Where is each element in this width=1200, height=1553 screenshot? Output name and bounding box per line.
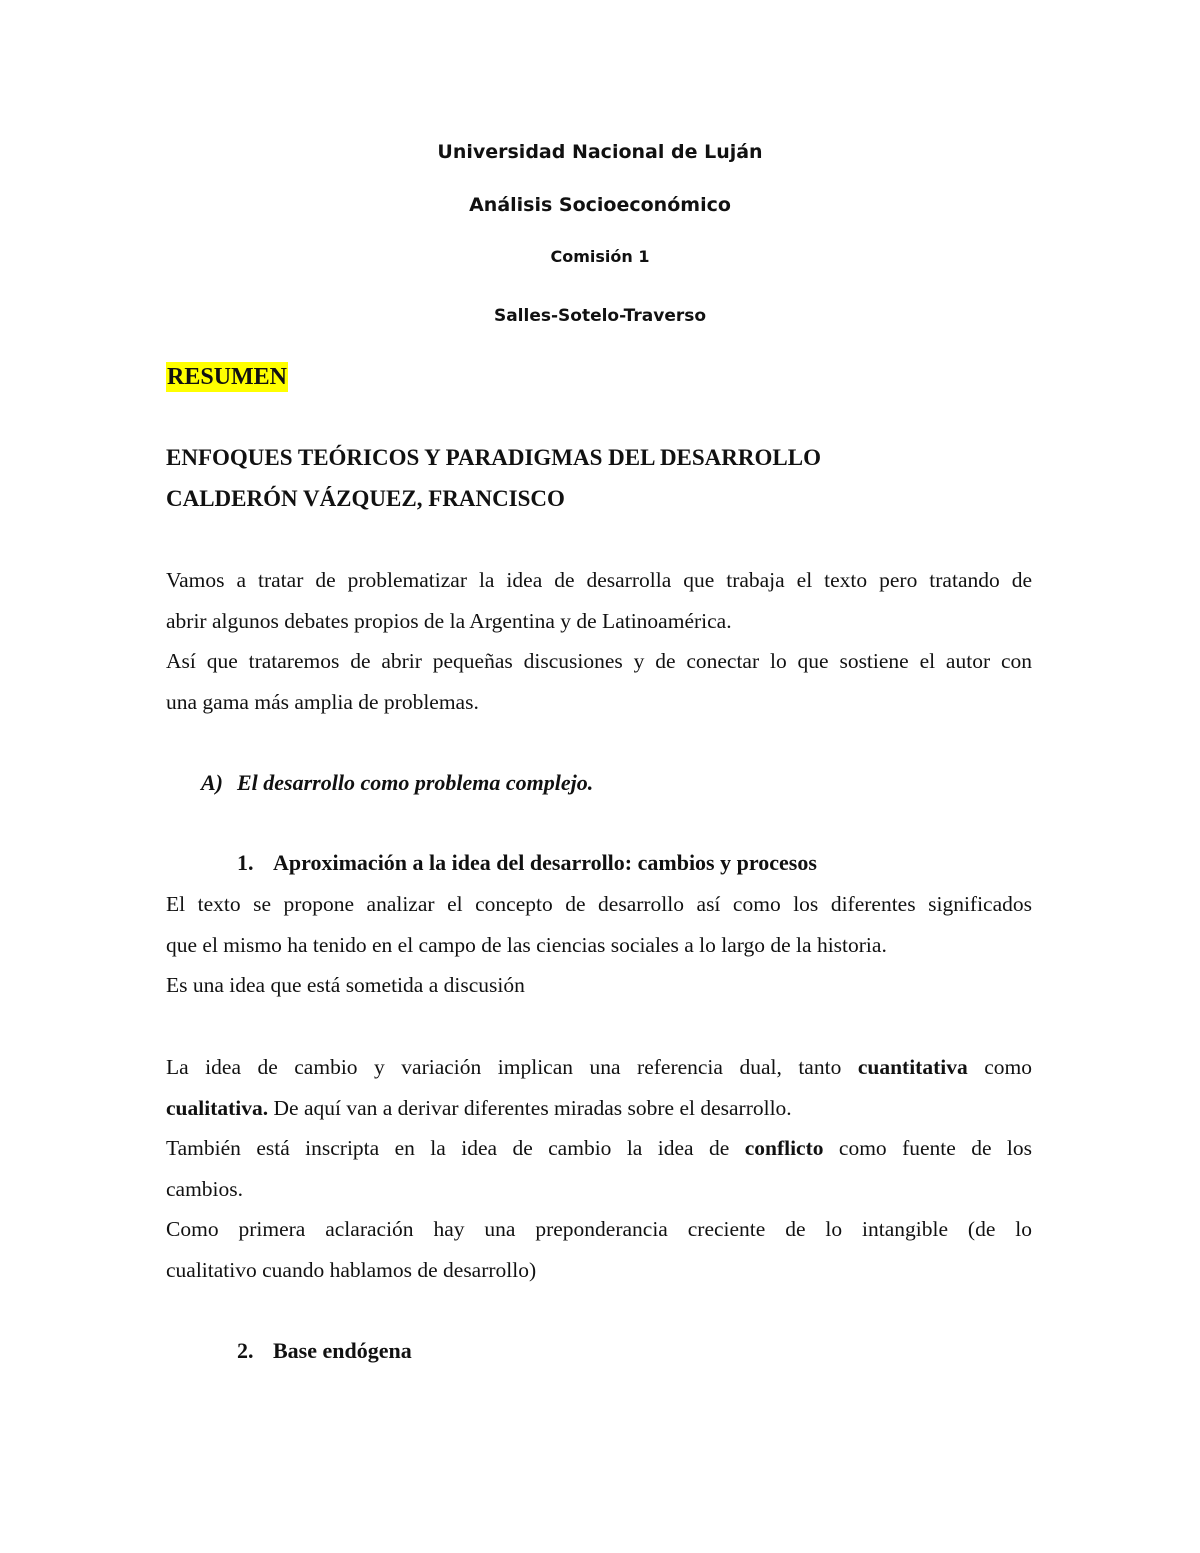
bold-term-cualitativa: cualitativa.: [166, 1095, 269, 1120]
paragraph-line: cualitativo cuando hablamos de desarrollo): [166, 1257, 537, 1282]
subsection-1-number: 1.: [237, 850, 254, 875]
subsection-2-number: 2.: [237, 1338, 254, 1363]
intro-line: una gama más amplia de problemas.: [166, 689, 479, 714]
authors-line: Salles-Sotelo-Traverso: [493, 306, 707, 326]
subsection-1-second-paragraph: [166, 1047, 1032, 1291]
intro-line: Así que trataremos de abrir pequeñas discusiones y de conectar lo que sostiene el autor con: [166, 649, 1032, 674]
document-author: CALDERÓN VÁZQUEZ, FRANCISCO: [166, 486, 565, 511]
subsection-2-title: Base endógena: [273, 1338, 412, 1363]
paragraph-line: Como primera aclaración hay una preponderancia creciente de lo intangible (de lo: [166, 1217, 1032, 1242]
paragraph-line: Es una idea que está sometida a discusión: [166, 973, 525, 998]
bold-term-cuantitativa: cuantitativa: [857, 1055, 968, 1079]
subsection-1-title: Aproximación a la idea del desarrollo: cambios y procesos: [273, 850, 817, 875]
paragraph-line: [166, 1047, 1032, 1088]
subsection-1-paragraph: [166, 884, 1032, 1006]
resumen-heading: RESUMEN: [167, 364, 288, 390]
section-a-heading: [201, 768, 593, 798]
intro-line: abrir algunos debates propios de la Argentina y de Latinoamérica.: [166, 608, 732, 633]
subsection-1-heading: [237, 848, 817, 878]
intro-paragraph: [166, 560, 1032, 722]
course-name: Análisis Socioeconómico: [469, 194, 731, 216]
paragraph-line: cambios.: [166, 1176, 244, 1201]
text-run: De aquí van a derivar diferentes miradas sobre el desarrollo.: [268, 1095, 792, 1120]
paragraph-line: El texto se propone analizar el concepto de desarrollo así como los diferentes significados: [166, 892, 1032, 916]
subsection-2-heading: [237, 1336, 412, 1366]
bold-term-conflicto: conflicto: [744, 1136, 824, 1161]
paragraph-line: [166, 1128, 1032, 1169]
commission-label: Comisión 1: [550, 247, 650, 266]
university-name: Universidad Nacional de Luján: [437, 141, 763, 163]
intro-line: Vamos a tratar de problematizar la idea de desarrolla que trabaja el texto pero tratando de: [166, 568, 1032, 592]
document-title: ENFOQUES TEÓRICOS Y PARADIGMAS DEL DESARROLLO: [166, 445, 821, 470]
text-run: como: [967, 1055, 1032, 1079]
text-run: como fuente de los: [823, 1136, 1033, 1161]
section-a-number: A): [201, 770, 223, 795]
text-run: También está inscripta en la idea de cambio la idea de: [166, 1136, 745, 1161]
section-a-title: El desarrollo como problema complejo.: [237, 770, 594, 795]
paragraph-line: [166, 1088, 1032, 1129]
text-run: La idea de cambio y variación implican una referencia dual, tanto: [166, 1055, 858, 1079]
paragraph-line: que el mismo ha tenido en el campo de las ciencias sociales a lo largo de la historia.: [166, 932, 887, 957]
